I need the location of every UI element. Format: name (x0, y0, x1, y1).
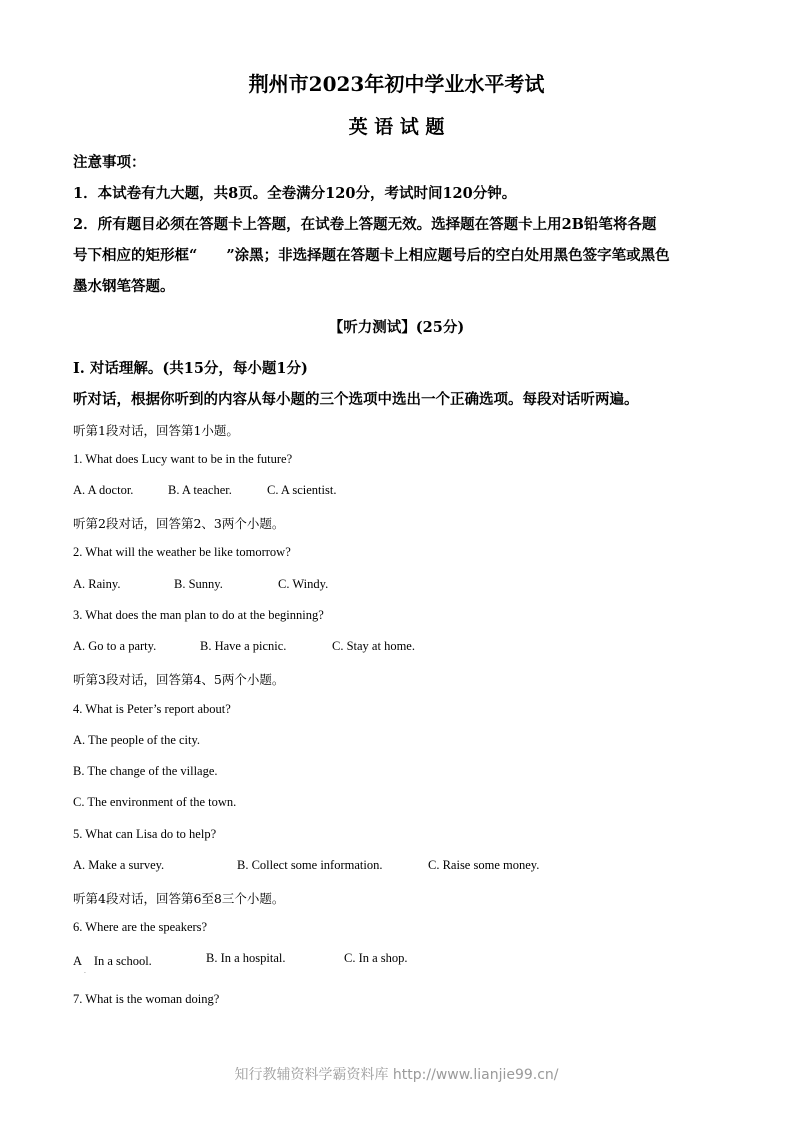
part1-instruction: 听对话，根据你听到的内容从每小题的三个选项中选出一个正确选项。每段对话听两遍。 (73, 391, 639, 408)
question-3-option-b: B. Have a picnic. (200, 639, 287, 653)
question-1-option-a: A. A doctor. (73, 483, 134, 497)
notice-item-2-line-3: 墨水钢笔答题。 (73, 278, 175, 295)
question-1-option-b: B. A teacher. (168, 483, 232, 497)
question-7: 7. What is the woman doing? (73, 992, 220, 1006)
notice-heading: 注意事项： (73, 154, 146, 171)
question-3-option-c: C. Stay at home. (332, 639, 415, 653)
question-3-option-a: A. Go to a party. (73, 639, 157, 653)
question-4: 4. What is Peter’s report about? (73, 702, 231, 716)
dialogue-3-note: 听第3段对话，回答第4、5两个小题。 (73, 672, 285, 687)
question-5-option-b: B. Collect some information. (237, 858, 383, 872)
dialogue-2-note: 听第2段对话，回答第2、3两个小题。 (73, 516, 285, 531)
exam-subtitle: 英 语 试 题 (348, 116, 445, 138)
notice-item-2-line-2: 号下相应的矩形框“ ”涂黑；非选择题在答题卡上相应题号后的空白处用黑色签字笔或黑色 (73, 247, 670, 264)
question-2-option-b: B. Sunny. (174, 577, 223, 591)
question-4-option-b: B. The change of the village. (73, 764, 218, 778)
notice-item-2-line-1: 2．所有题目必须在答题卡上答题，在试卷上答题无效。选择题在答题卡上用2B铅笔将各题 (73, 216, 657, 233)
question-1: 1. What does Lucy want to be in the future? (73, 452, 293, 466)
question-5-option-c: C. Raise some money. (428, 858, 540, 872)
question-6-option-b: B. In a hospital. (206, 951, 286, 965)
question-2: 2. What will the weather be like tomorrow? (73, 545, 291, 559)
part1-title: Ⅰ. 对话理解。(共15分，每小题1分) (73, 360, 308, 377)
exam-title: 荆州市2023年初中学业水平考试 (248, 72, 545, 96)
question-4-option-a: A. The people of the city. (73, 733, 201, 747)
question-5: 5. What can Lisa do to help? (73, 827, 217, 841)
section-title: 【听力测试】(25分) (328, 319, 465, 336)
dialogue-4-note: 听第4段对话，回答第6至8三个小题。 (73, 891, 285, 906)
footer-watermark: 知行教辅资料学霸资料库 http://www.lianjie99.cn/ (234, 1067, 559, 1083)
question-5-option-a: A. Make a survey. (73, 858, 165, 872)
question-6-option-c: C. In a shop. (344, 951, 408, 965)
question-6-option-a: A In a school. (73, 954, 152, 968)
question-6: 6. Where are the speakers? (73, 920, 208, 934)
stray-mark: · (84, 970, 86, 977)
question-4-option-c: C. The environment of the town. (73, 795, 237, 809)
dialogue-1-note: 听第1段对话，回答第1小题。 (73, 423, 239, 438)
question-3: 3. What does the man plan to do at the beginning? (73, 608, 324, 622)
notice-item-1: 1．本试卷有九大题，共8页。全卷满分120分，考试时间120分钟。 (73, 185, 517, 202)
question-2-option-c: C. Windy. (278, 577, 329, 591)
question-1-option-c: C. A scientist. (267, 483, 337, 497)
question-2-option-a: A. Rainy. (73, 577, 121, 591)
